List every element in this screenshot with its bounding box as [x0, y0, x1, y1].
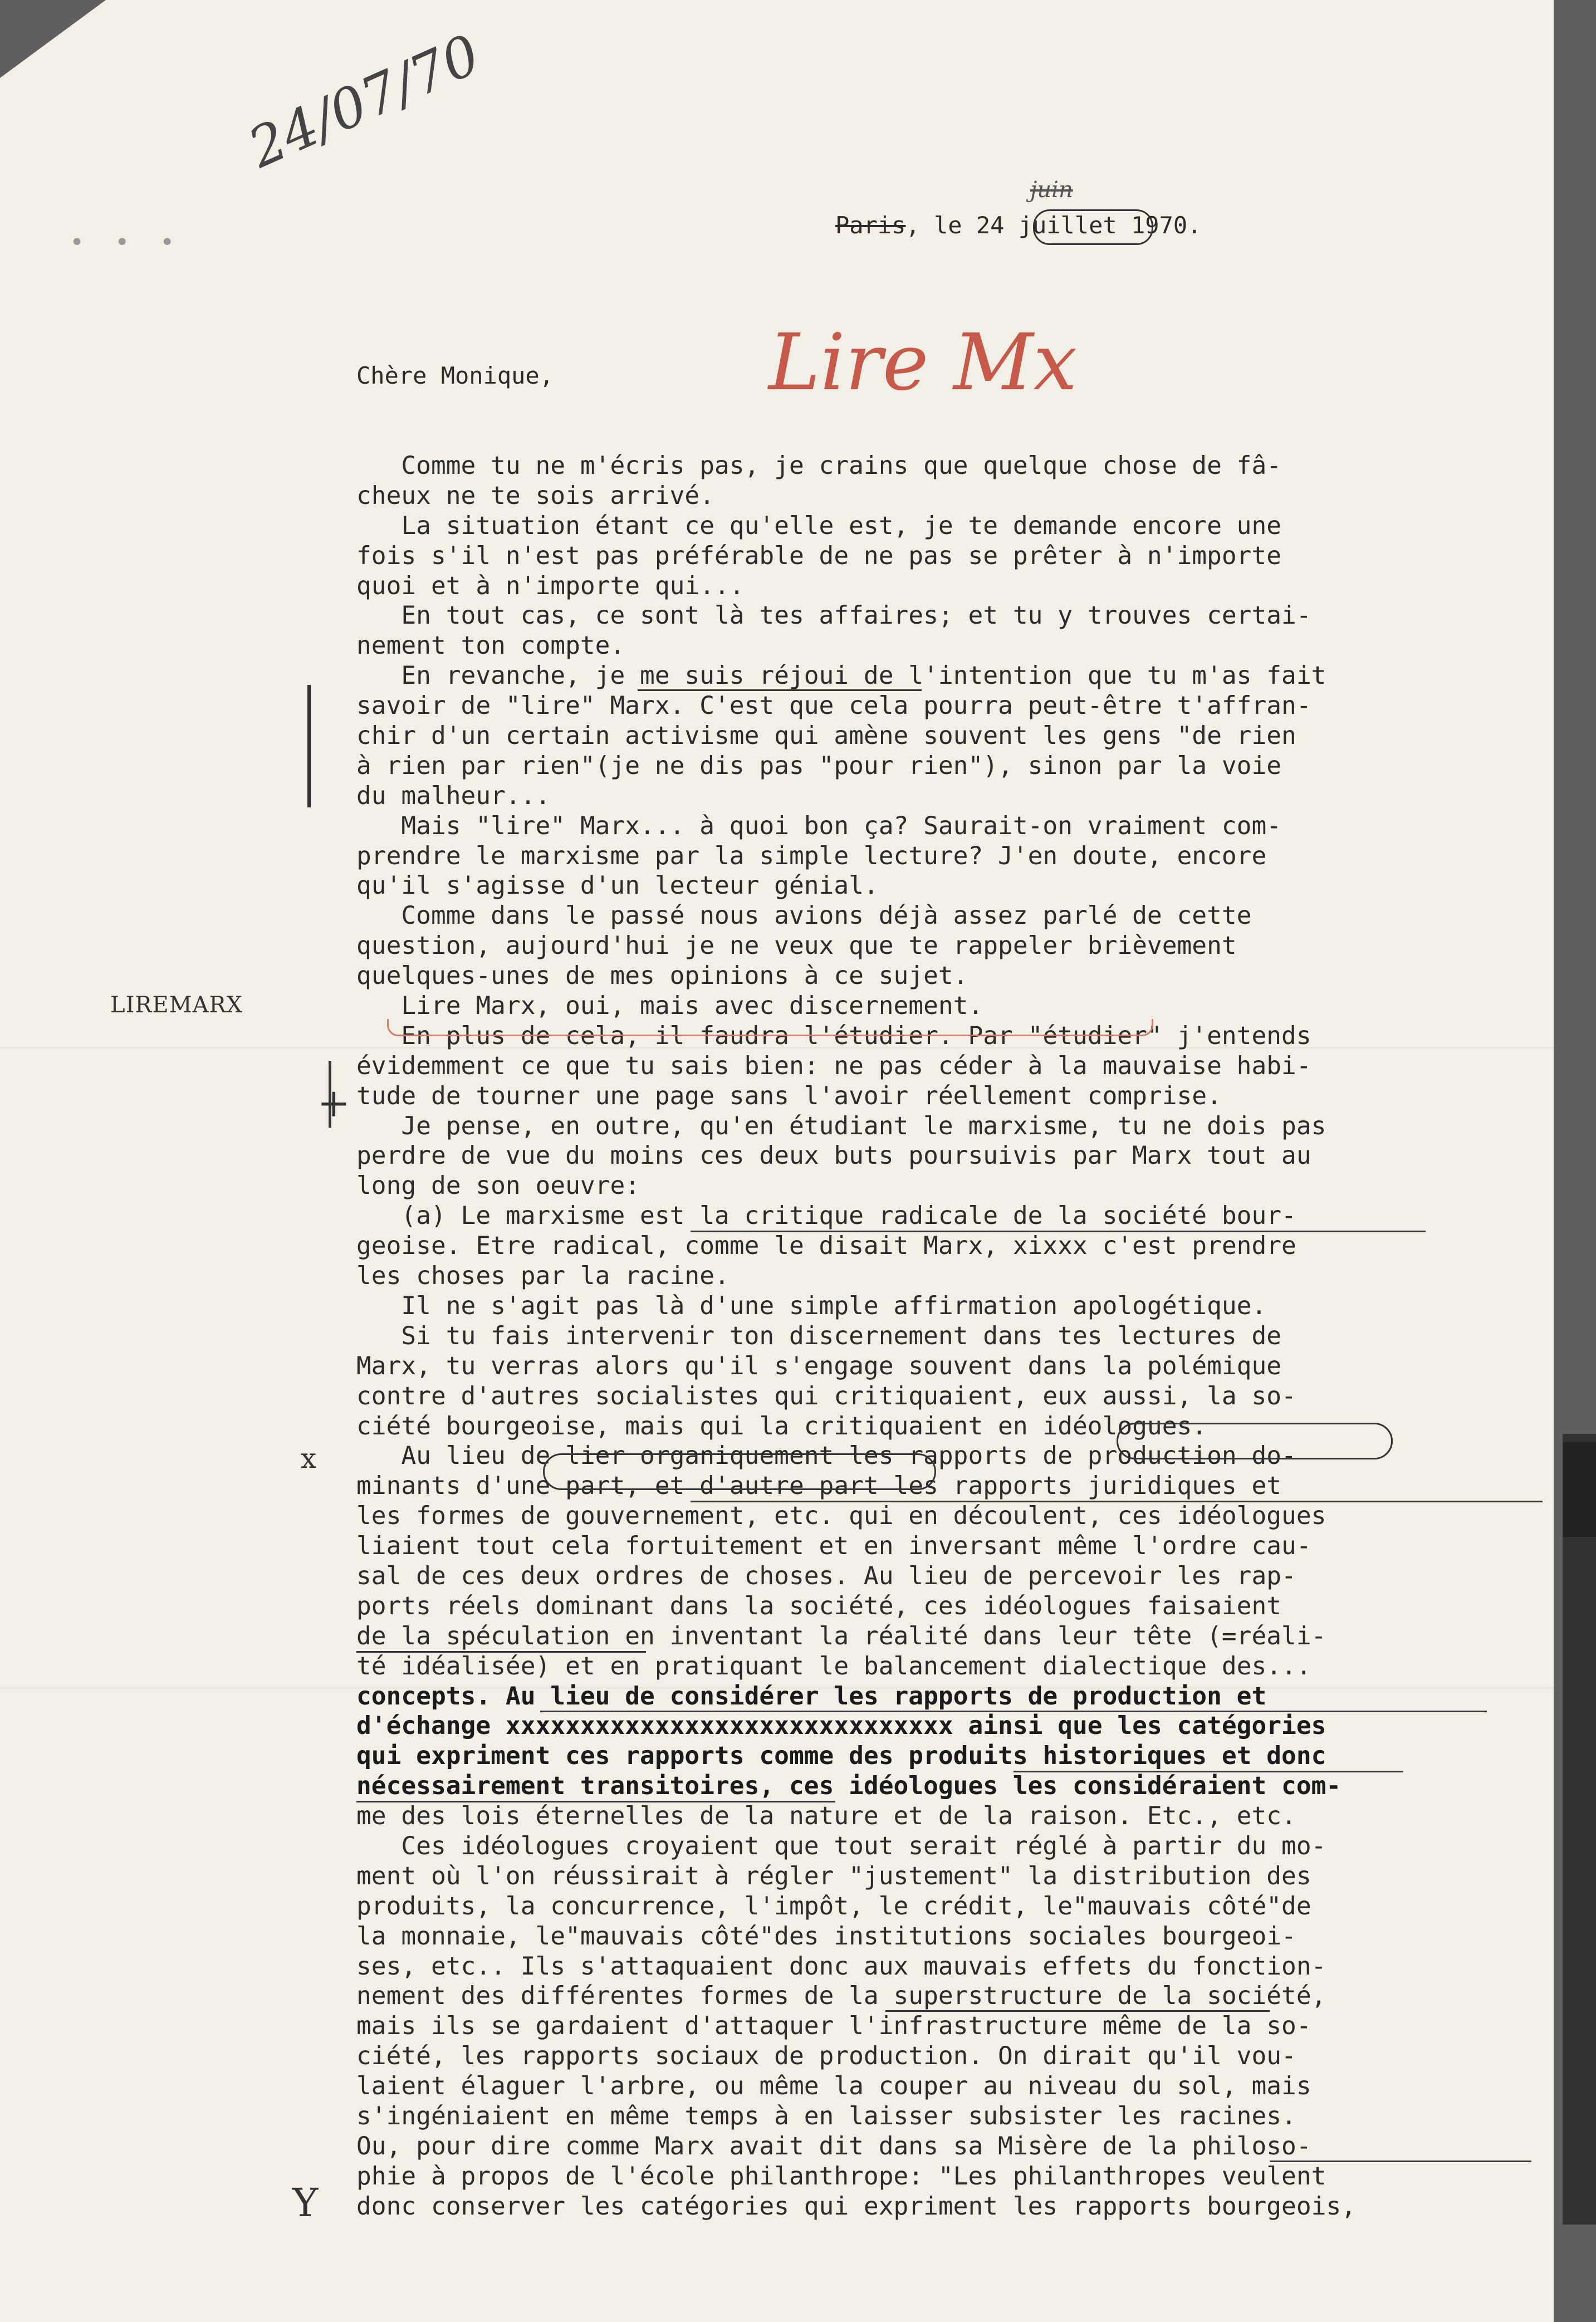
- ink-underline: [691, 1501, 1543, 1502]
- text-line: mais ils se gardaient d'attaquer l'infrastructure même de la so-: [356, 2012, 1311, 2041]
- text-line: ciété, les rapports sociaux de production. On dirait qu'il vou-: [356, 2042, 1296, 2071]
- text-line: ciété bourgeoise, mais qui la critiquaient en idéologues.: [356, 1412, 1207, 1441]
- margin-bar: [307, 685, 311, 807]
- letter-body: [356, 451, 1554, 2222]
- margin-cross: +: [317, 1080, 350, 1126]
- text-line: la monnaie, le"mauvais côté"des institutions sociales bourgeoi-: [356, 1922, 1296, 1951]
- text-line: Je pense, en outre, qu'en étudiant le marxisme, tu ne dois pas: [356, 1111, 1326, 1140]
- text-line: laient élaguer l'arbre, ou même la couper au niveau du sol, mais: [356, 2072, 1311, 2101]
- text-line: à rien par rien"(je ne dis pas "pour rien"), sinon par la voie: [356, 751, 1282, 780]
- text-line: Lire Marx, oui, mais avec discernement.: [356, 992, 983, 1021]
- handwritten-date-note: 24/07/70: [239, 22, 489, 181]
- text-line: me des lois éternelles de la nature et de la raison. Etc., etc.: [356, 1802, 1296, 1831]
- text-line: quelques-unes de mes opinions à ce sujet.: [356, 962, 968, 991]
- date-text: , le 24 juillet 1970.: [905, 212, 1202, 239]
- text-line: Comme tu ne m'écris pas, je crains que quelque chose de fâ-: [356, 452, 1282, 480]
- salutation: Chère Monique,: [356, 362, 554, 389]
- text-line: qui expriment ces rapports comme des produits historiques et donc: [356, 1742, 1326, 1771]
- text-line: ment où l'on réussirait à régler "justement" la distribution des: [356, 1861, 1311, 1890]
- text-line: En tout cas, ce sont là tes affaires; et tu y trouves certai-: [356, 601, 1311, 630]
- punch-dots: • • •: [70, 228, 183, 257]
- text-line: fois s'il n'est pas préférable de ne pas se prêter à n'importe: [356, 541, 1282, 570]
- ink-underline: [1014, 1771, 1403, 1772]
- text-line: En plus de cela, il faudra l'étudier. Par "étudier" j'entends: [356, 1021, 1311, 1050]
- text-line: évidemment ce que tu sais bien: ne pas céder à la mauvaise habi-: [356, 1051, 1311, 1080]
- ink-underline: [1270, 2161, 1531, 2162]
- ink-underline: [356, 1651, 646, 1653]
- text-line: produits, la concurrence, l'impôt, le crédit, le"mauvais côté"de: [356, 1892, 1311, 1921]
- scan-edge: [1563, 1434, 1596, 2225]
- text-line: Comme dans le passé nous avions déjà assez parlé de cette: [356, 902, 1252, 930]
- text-line: té idéalisée) et en pratiquant le balancement dialectique des...: [356, 1652, 1311, 1681]
- text-line: phie à propos de l'école philanthrope: "Les philanthropes veulent: [356, 2162, 1326, 2191]
- text-line: ses, etc.. Ils s'attaquaient donc aux mauvais effets du fonction-: [356, 1952, 1326, 1981]
- text-line: nement des différentes formes de la superstructure de la société,: [356, 1982, 1326, 2011]
- text-line: prendre le marxisme par la simple lecture? J'en doute, encore: [356, 841, 1267, 870]
- text-line: tude de tourner une page sans l'avoir réellement comprise.: [356, 1081, 1222, 1110]
- text-line: En revanche, je me suis réjoui de l'intention que tu m'as fait: [356, 662, 1326, 690]
- ink-circle-mark: [543, 1453, 936, 1490]
- text-line: les choses par la racine.: [356, 1262, 730, 1291]
- text-line: concepts. Au lieu de considérer les rapports de production et: [356, 1682, 1267, 1711]
- handwritten-red-note: Lire Mx: [768, 317, 1078, 408]
- text-line: Il ne s'agit pas là d'une simple affirmation apologétique.: [356, 1291, 1267, 1320]
- red-underline-mark: [387, 1019, 1153, 1036]
- struck-place: Paris: [835, 212, 906, 239]
- ink-underline: [638, 689, 922, 691]
- text-line: long de son oeuvre:: [356, 1172, 640, 1201]
- text-line: donc conserver les catégories qui expriment les rapports bourgeois,: [356, 2192, 1357, 2221]
- ink-underline: [885, 2010, 1270, 2012]
- text-line: quoi et à n'importe qui...: [356, 571, 745, 600]
- text-line: de la spéculation en inventant la réalité dans leur tête (=réali-: [356, 1622, 1326, 1650]
- text-line: ports réels dominant dans la société, ces idéologues faisaient: [356, 1591, 1282, 1620]
- ink-underline: [356, 1801, 835, 1802]
- text-line: perdre de vue du moins ces deux buts poursuivis par Marx tout au: [356, 1142, 1311, 1170]
- margin-x-mark: x: [301, 1442, 317, 1474]
- text-line: Mais "lire" Marx... à quoi bon ça? Saurait-on vraiment com-: [356, 811, 1282, 840]
- ink-circle-mark: [1117, 1423, 1393, 1459]
- text-line: cheux ne te sois arrivé.: [356, 481, 714, 510]
- text-line: s'ingéniaient en même temps à en laisser subsister les racines.: [356, 2101, 1296, 2130]
- text-line: savoir de "lire" Marx. C'est que cela pourra peut-être t'affran-: [356, 692, 1311, 721]
- text-line: qu'il s'agisse d'un lecteur génial.: [356, 871, 879, 900]
- margin-y-mark: Y: [292, 2180, 319, 2226]
- text-line: liaient tout cela fortuitement et en inversant même l'ordre cau-: [356, 1532, 1311, 1561]
- text-line: nement ton compte.: [356, 631, 625, 660]
- text-line: du malheur...: [356, 781, 551, 810]
- scan-edge: [1563, 1442, 1596, 1537]
- text-line: les formes de gouvernement, etc. qui en découlent, ces idéologues: [356, 1502, 1326, 1531]
- text-line: Marx, tu verras alors qu'il s'engage souvent dans la polémique: [356, 1351, 1282, 1380]
- ink-underline: [540, 1711, 1487, 1712]
- text-line: La situation étant ce qu'elle est, je te demande encore une: [356, 511, 1282, 540]
- text-line: chir d'un certain activisme qui amène souvent les gens "de rien: [356, 722, 1296, 751]
- text-line: sal de ces deux ordres de choses. Au lieu de percevoir les rap-: [356, 1561, 1296, 1590]
- text-line: Si tu fais intervenir ton discernement dans tes lectures de: [356, 1321, 1282, 1350]
- text-line: contre d'autres socialistes qui critiquaient, eux aussi, la so-: [356, 1382, 1296, 1410]
- text-line: question, aujourd'hui je ne veux que te rappeler brièvement: [356, 932, 1237, 961]
- text-line: Ces idéologues croyaient que tout serait réglé à partir du mo-: [356, 1831, 1326, 1860]
- text-line: (a) Le marxisme est la critique radicale de la société bour-: [356, 1202, 1296, 1231]
- text-line: Au lieu de lier organiquement les rapports de production do-: [356, 1442, 1296, 1471]
- text-line: d'échange xxxxxxxxxxxxxxxxxxxxxxxxxxxxxx ainsi que les catégories: [356, 1712, 1326, 1741]
- text-line: Ou, pour dire comme Marx avait dit dans sa Misère de la philoso-: [356, 2132, 1311, 2161]
- text-line: minants d'une part, et d'autre part les rapports juridiques et: [356, 1472, 1282, 1501]
- handwritten-margin-note: LIREMARX: [110, 992, 243, 1018]
- ink-underline: [691, 1231, 1426, 1232]
- text-line: geoise. Etre radical, comme le disait Marx, xixxx c'est prendre: [356, 1232, 1296, 1261]
- date-correction: juin: [1030, 177, 1073, 203]
- text-line: nécessairement transitoires, ces idéologues les considéraient com-: [356, 1772, 1342, 1801]
- date-circle-mark: [1033, 209, 1153, 245]
